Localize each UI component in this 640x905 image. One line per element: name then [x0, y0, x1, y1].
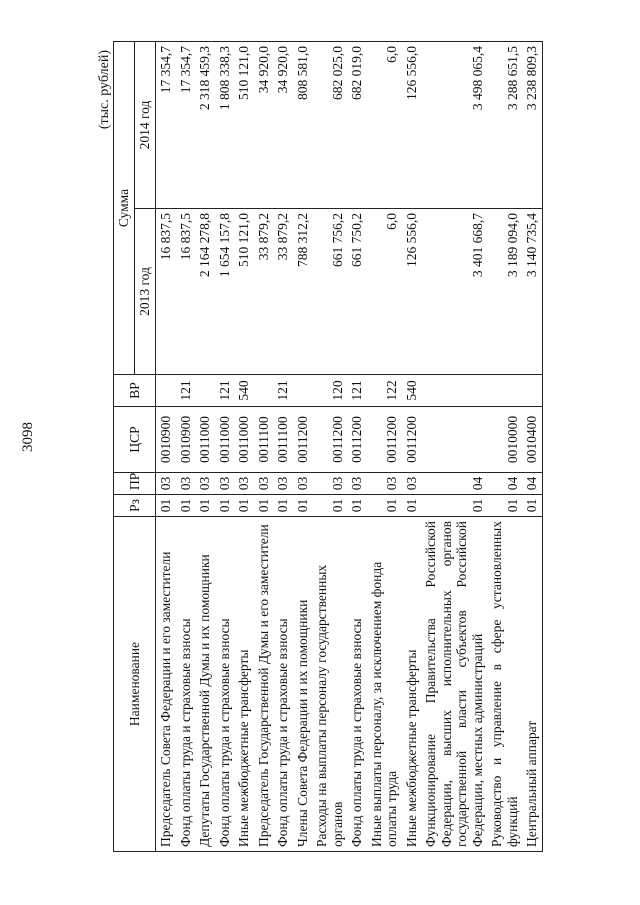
row-csr: 0011000 [195, 407, 215, 473]
header-rz: Рз [114, 495, 156, 517]
row-pr: 04 [522, 473, 542, 495]
row-csr: 0011200 [312, 407, 347, 473]
row-pr: 03 [402, 473, 422, 495]
row-rz: 01 [195, 495, 215, 517]
table-row [273, 41, 293, 851]
row-csr: 0011100 [273, 407, 293, 473]
row-sum-2014: 34 920,0 [254, 41, 274, 208]
row-sum-2013: 33 879,2 [273, 209, 293, 375]
table-row [487, 41, 522, 851]
table-row [215, 41, 235, 851]
row-name: Руководство и управление в сфере установленных функций [487, 517, 522, 852]
row-csr: 0010000 [487, 407, 522, 473]
row-vr: 121 [215, 375, 235, 407]
row-pr: 03 [195, 473, 215, 495]
table-row [421, 41, 487, 851]
row-name: Депутаты Государственной Думы и их помощники [195, 517, 215, 852]
row-rz: 01 [312, 495, 347, 517]
row-sum-2014: 126 556,0 [402, 41, 422, 208]
row-rz: 01 [156, 495, 176, 517]
row-sum-2014: 6,0 [367, 41, 402, 208]
row-sum-2013: 510 121,0 [234, 209, 254, 375]
table-row [293, 41, 313, 851]
table-row [195, 41, 215, 851]
row-sum-2013: 16 837,5 [156, 209, 176, 375]
table-row [312, 41, 347, 851]
row-rz: 01 [367, 495, 402, 517]
row-pr: 03 [312, 473, 347, 495]
table-row [176, 41, 196, 851]
row-sum-2013: 3 189 094,0 [487, 209, 522, 375]
table-row [234, 41, 254, 851]
row-csr: 0010900 [176, 407, 196, 473]
header-csr: ЦСР [114, 407, 156, 473]
row-sum-2014: 3 288 651,5 [487, 41, 522, 208]
row-name: Фонд оплаты труда и страховые взносы [215, 517, 235, 852]
row-vr: 540 [402, 375, 422, 407]
row-name: Члены Совета Федерации и их помощники [293, 517, 313, 852]
page-number: 3098 [20, 422, 36, 452]
row-csr: 0011000 [215, 407, 235, 473]
row-name: Фонд оплаты труда и страховые взносы [176, 517, 196, 852]
row-name: Центральный аппарат [522, 517, 542, 852]
table-row [156, 41, 176, 851]
row-pr: 04 [487, 473, 522, 495]
header-vr: ВР [114, 375, 156, 407]
table-row [347, 41, 367, 851]
row-sum-2013: 3 401 668,7 [421, 209, 487, 375]
row-pr: 03 [347, 473, 367, 495]
row-pr: 03 [293, 473, 313, 495]
budget-table-sheet [95, 42, 595, 852]
row-rz: 01 [293, 495, 313, 517]
row-rz: 01 [402, 495, 422, 517]
row-csr: 0011200 [402, 407, 422, 473]
row-sum-2014: 510 121,0 [234, 41, 254, 208]
row-name: Расходы на выплаты персоналу государственных органов [312, 517, 347, 852]
table-row [522, 41, 542, 851]
row-csr: 0011100 [254, 407, 274, 473]
header-2013: 2013 год [135, 209, 156, 375]
header-sum: Сумма [114, 41, 135, 374]
row-rz: 01 [254, 495, 274, 517]
row-csr: 0010900 [156, 407, 176, 473]
row-vr [421, 375, 487, 407]
row-sum-2013: 3 140 735,4 [522, 209, 542, 375]
row-sum-2013: 16 837,5 [176, 209, 196, 375]
row-name: Фонд оплаты труда и страховые взносы [273, 517, 293, 852]
row-vr: 121 [273, 375, 293, 407]
row-pr: 03 [156, 473, 176, 495]
row-pr: 03 [234, 473, 254, 495]
budget-table [113, 41, 543, 852]
row-sum-2014: 682 019,0 [347, 41, 367, 208]
row-rz: 01 [487, 495, 522, 517]
row-sum-2013: 33 879,2 [254, 209, 274, 375]
row-vr [487, 375, 522, 407]
row-rz: 01 [215, 495, 235, 517]
row-pr: 03 [273, 473, 293, 495]
row-csr: 0011200 [293, 407, 313, 473]
row-name: Председатель Совета Федерации и его заместители [156, 517, 176, 852]
row-sum-2013: 661 756,2 [312, 209, 347, 375]
row-vr [156, 375, 176, 407]
table-header [114, 41, 156, 851]
row-vr: 120 [312, 375, 347, 407]
row-name: Иные межбюджетные трансферты [402, 517, 422, 852]
row-vr [522, 375, 542, 407]
row-vr [195, 375, 215, 407]
table-row [402, 41, 422, 851]
row-sum-2014: 3 238 809,3 [522, 41, 542, 208]
row-rz: 01 [421, 495, 487, 517]
row-vr: 540 [234, 375, 254, 407]
row-vr [293, 375, 313, 407]
row-pr: 03 [215, 473, 235, 495]
header-name: Наименование [114, 517, 156, 852]
row-vr: 121 [347, 375, 367, 407]
row-sum-2014: 682 025,0 [312, 41, 347, 208]
row-vr [254, 375, 274, 407]
row-pr: 03 [254, 473, 274, 495]
row-sum-2014: 34 920,0 [273, 41, 293, 208]
row-pr: 04 [421, 473, 487, 495]
row-name: Иные межбюджетные трансферты [234, 517, 254, 852]
row-sum-2014: 17 354,7 [176, 41, 196, 208]
header-2014: 2014 год [135, 41, 156, 208]
row-csr [421, 407, 487, 473]
row-rz: 01 [234, 495, 254, 517]
table-row [254, 41, 274, 851]
row-name: Фонд оплаты труда и страховые взносы [347, 517, 367, 852]
row-rz: 01 [176, 495, 196, 517]
row-sum-2013: 2 164 278,8 [195, 209, 215, 375]
row-name: Функционирование Правительства Российской Федерации, высших исполнительных органов государственной власти субъектов Российской Федерации, местных администраций [421, 517, 487, 852]
row-sum-2014: 17 354,7 [156, 41, 176, 208]
row-sum-2013: 1 654 157,8 [215, 209, 235, 375]
row-sum-2014: 2 318 459,3 [195, 41, 215, 208]
row-sum-2013: 6,0 [367, 209, 402, 375]
row-vr: 121 [176, 375, 196, 407]
row-sum-2014: 3 498 065,4 [421, 41, 487, 208]
row-sum-2013: 126 556,0 [402, 209, 422, 375]
row-sum-2013: 661 750,2 [347, 209, 367, 375]
table-body [156, 41, 543, 851]
row-name: Председатель Государственной Думы и его заместители [254, 517, 274, 852]
row-rz: 01 [347, 495, 367, 517]
row-csr: 0011200 [347, 407, 367, 473]
row-rz: 01 [522, 495, 542, 517]
row-rz: 01 [273, 495, 293, 517]
row-csr: 0010400 [522, 407, 542, 473]
row-pr: 03 [367, 473, 402, 495]
table-row [367, 41, 402, 851]
row-sum-2014: 808 581,0 [293, 41, 313, 208]
row-csr: 0011200 [367, 407, 402, 473]
row-sum-2014: 1 808 338,3 [215, 41, 235, 208]
row-csr: 0011000 [234, 407, 254, 473]
units-label: (тыс. рублей) [97, 50, 112, 130]
row-vr: 122 [367, 375, 402, 407]
row-name: Иные выплаты персоналу, за исключением фонда оплаты труда [367, 517, 402, 852]
header-pr: ПР [114, 473, 156, 495]
row-pr: 03 [176, 473, 196, 495]
row-sum-2013: 788 312,2 [293, 209, 313, 375]
